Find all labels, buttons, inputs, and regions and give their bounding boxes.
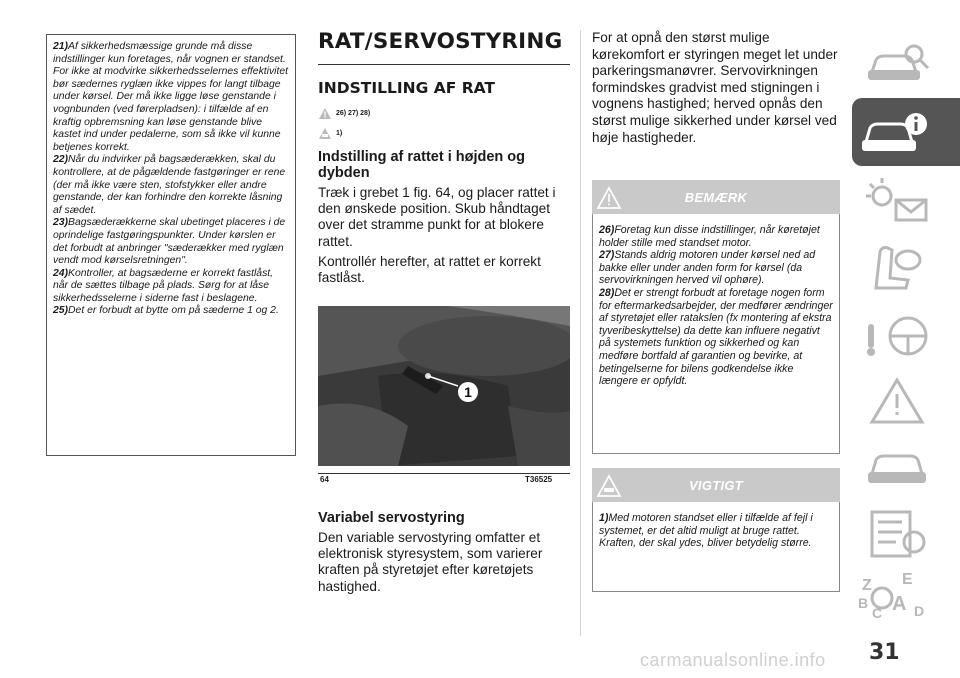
page-number: 31	[869, 640, 900, 665]
note-23: 23)Bagsæderækkerne skal ubetinget placeres i de oprindelige fastgøringspunkter. Under kørslen er det forbudt at anbringer "sæderækker med ryglæn vendt mod kørselsretningen".	[53, 217, 286, 267]
tab-emergency[interactable]	[852, 372, 960, 430]
warning-reference: 26) 27) 28)	[318, 105, 570, 121]
warning-triangle-icon	[318, 107, 332, 120]
warning-body-vigtigt	[592, 502, 840, 592]
paragraph-adjust: Træk i grebet 1 fig. 64, og placer rattet i den ønskede position. Skub håndtaget over det stramme punkt for at blokere rattet.	[318, 185, 556, 249]
warning-light-icon	[852, 172, 942, 230]
tab-car-overview[interactable]	[852, 34, 960, 92]
tab-maintenance[interactable]	[852, 436, 960, 494]
figure-number: 64	[320, 475, 329, 484]
note-25: 25)Det er forbudt at bytte om på sæderne 1 og 2.	[53, 305, 279, 317]
watermark: carmanualsonline.info	[640, 650, 826, 670]
hazard-triangle-icon	[852, 372, 942, 430]
svg-text:Z: Z	[862, 577, 872, 594]
alphabet-index-icon	[852, 568, 942, 626]
note-21: 21)Af sikkerhedsmæssige grunde må disse indstillinger kun foretages, når vognen er standset. For ikke at modvirke sikkerhedsselernes effektivitet bør sædernes ryglæn ikke vippes for langt tilbage under kørsel. Der må ikke ligge løse genstande i vognbunden (ved førerpladsen): i tilfælde af en kraftig opbremsning kan løse genstande blive kastet ind under pedalerne, som så ikke vil kunne betjenes korrekt.	[53, 41, 289, 153]
svg-text:B: B	[858, 595, 869, 611]
car-warning-icon	[318, 127, 332, 140]
warning-item-26: 26)Foretag kun disse indstillinger, når køretøjet holder stille med standset motor.	[599, 224, 820, 249]
seat-airbag-icon	[852, 238, 942, 296]
section-title: INDSTILLING AF RAT	[318, 79, 496, 97]
tab-safety[interactable]	[852, 238, 960, 296]
right-column	[592, 30, 840, 150]
column-separator	[580, 30, 581, 636]
warning-item-28: 28)Det er strengt forbudt at foretage nogen form for eftermarkedsarbejder, der medfører ændringer af styretøjet eller ratakslen (fx montering af ekstra tyveribeskyttelse) da dette kan influere negativt på systemets funktion og sikkerhed og kan medføre bortfald af garantien og bevirke, at betingelserne for bilens godkendelse ikke længere er opfyldt.	[599, 286, 833, 388]
figure-callout-1: 1	[464, 384, 472, 400]
tab-lights-messages[interactable]	[852, 172, 960, 230]
svg-text:E: E	[902, 571, 913, 588]
page-title: RAT/SERVOSTYRING	[318, 29, 563, 54]
important-reference: 1)	[318, 125, 570, 141]
car-search-icon	[852, 34, 942, 92]
warning-body-bemaerk	[592, 214, 840, 454]
warning-title: BEMÆRK	[684, 190, 748, 205]
warning-item-27: 27)Stands aldrig motoren under kørsel ned ad bakke eller under anden form for kørsel (da servovirkningen herved vil ophøre).	[599, 249, 816, 287]
note-22: 22)Når du indvirker på bagsæderækken, skal du kontrollere, at de pågældende fastgøringer er rene (der må ikke være sten, stofstykker eller andre genstande, der kan forhindre den korrekte låsning af sædet.	[53, 154, 286, 216]
car-service-icon	[852, 436, 942, 494]
middle-column	[318, 30, 570, 290]
tab-car-info[interactable]	[852, 98, 960, 166]
figure-code: T36525	[525, 475, 553, 484]
tab-technical-data[interactable]	[852, 504, 960, 562]
note-24: 24)Kontroller, at bagsæderne er korrekt fastlåst, når de sættes tilbage på plads. Sørg for at låse sikkerhedsselerne i siderne fast i beslagene.	[53, 267, 274, 304]
svg-text:C: C	[872, 605, 883, 621]
svg-text:D: D	[914, 603, 925, 619]
svg-text:A: A	[892, 593, 907, 615]
tab-starting-driving[interactable]	[852, 306, 960, 364]
paragraph-variable-steering: Den variable servostyring omfatter et elektronisk styresystem, som varierer kraften på styretøjet efter køretøjets hastighed.	[318, 530, 543, 594]
warning-header-vigtigt	[592, 468, 840, 502]
steering-column-illustration	[318, 306, 570, 466]
subheading-height-depth: Indstilling af rattet i højden og dybden	[318, 149, 526, 181]
car-info-icon	[852, 98, 942, 166]
warning-header-bemaerk	[592, 180, 840, 214]
figure-steering-lever	[318, 306, 570, 466]
notes-box	[46, 34, 296, 456]
important-item-1: 1)Med motoren standset eller i tilfælde af fejl i systemet, er det altid muligt at bruge rattet. Kraften, der skal ydes, bliver betydelig større.	[599, 512, 813, 550]
subheading-variable-power-steering: Variabel servostyring	[318, 510, 465, 526]
paragraph-comfort: For at opnå den størst mulige kørekomfort er styringen meget let under parkeringsmanøvrer. Servovirkningen formindskes gradvist med stigningen i vognens hastighed; herved opnås den størst mulige sikkerhed under kørsel ved høje hastigheder.	[592, 30, 838, 145]
steering-wheel-icon	[852, 306, 942, 364]
paragraph-check: Kontrollér herefter, at rattet er korrekt fastlåst.	[318, 253, 541, 286]
important-title: VIGTIGT	[688, 478, 744, 493]
checklist-icon	[852, 504, 942, 562]
title-rule	[318, 64, 570, 65]
figure-rule	[318, 473, 570, 474]
tab-index[interactable]	[852, 568, 960, 626]
middle-column-lower	[318, 502, 570, 599]
